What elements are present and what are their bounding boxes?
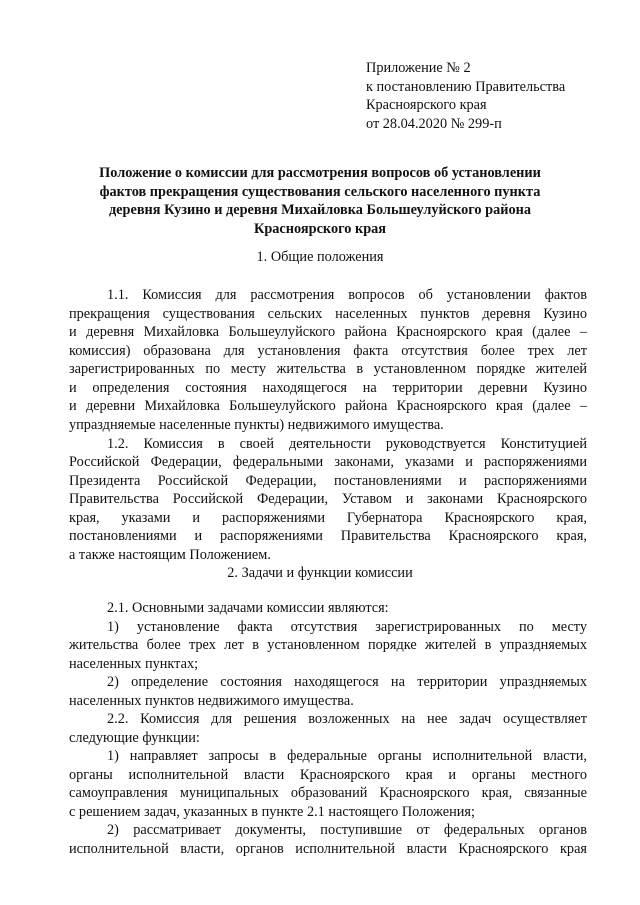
text-line: и деревня Михайловка Большеулуйского района Красноярского края (далее – [69, 324, 587, 341]
appendix-line: Красноярского края [366, 97, 487, 113]
appendix-line: Приложение № 2 [366, 60, 471, 76]
title-line: Положение о комиссии для рассмотрения вопросов об установлении [99, 165, 541, 181]
text-line: края, указами и распоряжениями Губернатора Красноярского края, [69, 509, 587, 526]
title-line: деревня Кузино и деревня Михайловка Большеулуйского района [108, 202, 532, 219]
text-line: зарегистрированных по месту жительства в установленном порядке жителей [69, 361, 587, 378]
text-line: самоуправления муниципальных образований Красноярского края, связанные [69, 785, 587, 802]
text-line: с решением задач, указанных в пункте 2.1 настоящего Положения; [69, 803, 475, 820]
paragraph-2-1-1 [69, 618, 587, 674]
paragraph-1-1 [69, 286, 587, 434]
paragraph-2-2-2 [69, 821, 587, 858]
text-line: населенных пунктов недвижимого имущества. [69, 692, 354, 709]
text-line: упраздняемые населенные пункты) недвижимого имущества. [69, 416, 444, 433]
text-line: прекращения существования сельских населенных пунктов деревня Кузино [69, 305, 587, 322]
appendix-line: к постановлению Правительства [366, 78, 566, 95]
paragraph-2-2 [69, 710, 587, 747]
text-line: органы исполнительной власти Красноярского края и органы местного [69, 766, 587, 783]
text-line: 2.2. Комиссия для решения возложенных на нее задач осуществляет [107, 711, 587, 727]
text-line: и деревни Михайловка Большеулуйского района Красноярского края (далее – [69, 398, 587, 415]
paragraph-2-2-1 [69, 747, 587, 821]
text-line: 1) установление факта отсутствия зарегистрированных по месту [107, 618, 587, 635]
document-title [60, 164, 580, 239]
title-line: Красноярского края [253, 221, 387, 238]
text-line: населенных пунктах; [69, 655, 199, 672]
text-line: 1.1. Комиссия для рассмотрения вопросов об установлении фактов [107, 287, 587, 303]
title-line: фактов прекращения существования сельского населенного пункта [99, 183, 541, 200]
section-1-heading: 1. Общие положения [256, 249, 384, 265]
text-line: комиссия) образована для установления факта отсутствия более трех лет [69, 342, 587, 359]
text-line: 2.1. Основными задачами комиссии являются: [107, 600, 389, 616]
text-line: 2) рассматривает документы, поступившие от федеральных органов [107, 822, 587, 838]
text-line: Российской Федерации, федеральными законами, указами и распоряжениями [69, 454, 587, 471]
paragraph-2-1-2 [69, 673, 587, 710]
appendix-block [366, 59, 565, 133]
paragraph-2-1 [69, 599, 587, 618]
text-line: и определения состояния находящегося на территории деревни Кузино [69, 379, 587, 396]
text-line: 1.2. Комиссия в своей деятельности руководствуется Конституцией [107, 435, 587, 452]
text-line: 1) направляет запросы в федеральные органы исполнительной власти, [107, 748, 587, 764]
appendix-line: от 28.04.2020 № 299-п [366, 115, 502, 132]
text-line: 2) определение состояния находящегося на территории упраздняемых [107, 674, 587, 690]
text-line: Правительства Российской Федерации, Уставом и законами Красноярского [69, 491, 587, 508]
text-line: жительства более трех лет в установленном порядке жителей в упраздняемых [69, 637, 587, 654]
text-line: исполнительной власти, органов исполнительной власти Красноярского края [69, 840, 587, 857]
text-line: следующие функции: [69, 729, 200, 746]
text-line: а также настоящим Положением. [69, 546, 271, 563]
paragraph-1-2 [69, 435, 587, 565]
text-line: постановлениями и распоряжениями Правительства Красноярского края, [69, 528, 587, 545]
section-2-heading: 2. Задачи и функции комиссии [227, 565, 413, 581]
text-line: Президента Российской Федерации, постановлениями и распоряжениями [69, 472, 587, 489]
